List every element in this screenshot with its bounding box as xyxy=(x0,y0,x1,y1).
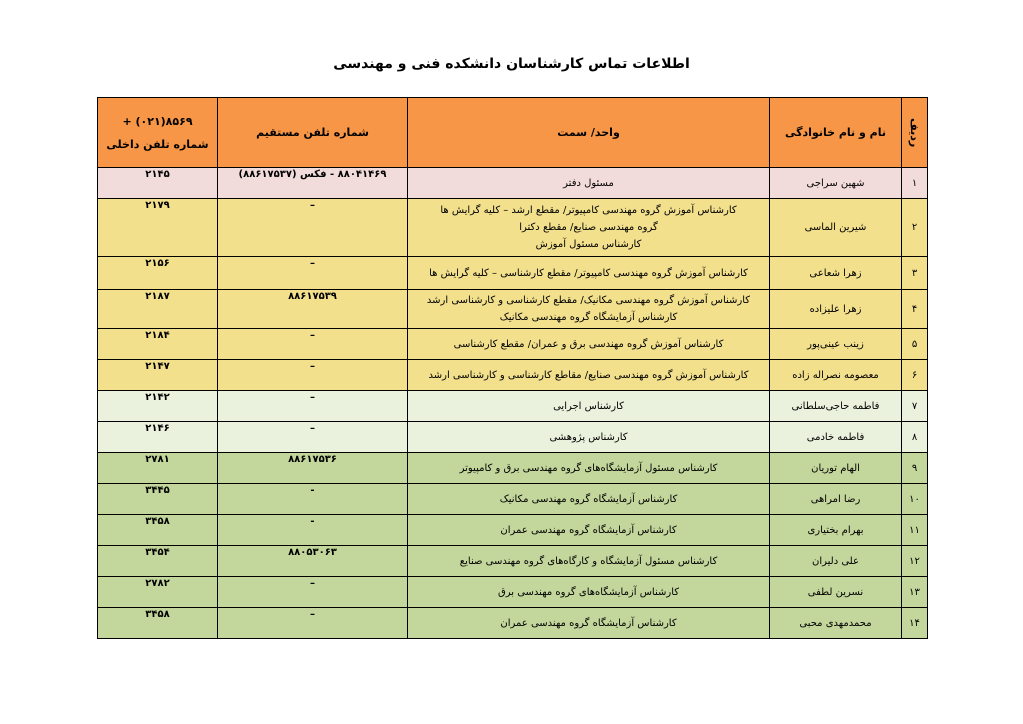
table-body xyxy=(98,168,928,639)
table-row xyxy=(98,199,928,257)
header-internal-phone xyxy=(98,98,218,168)
internal-phone: ۲۱۴۲ xyxy=(98,391,218,422)
table-row xyxy=(98,515,928,546)
unit-line: کارشناس آزمایشگاه گروه مهندسی مکانیک xyxy=(499,493,678,505)
person-name: معصومه نصراله زاده xyxy=(770,360,902,391)
direct-phone: – xyxy=(218,577,408,608)
row-number: ۱۲ xyxy=(902,546,928,577)
unit-line: کارشناس آزمایشگاه‌های گروه مهندسی برق xyxy=(497,586,680,598)
unit-position xyxy=(408,608,770,639)
person-name: زهرا شعاعی xyxy=(770,257,902,290)
internal-phone: ۳۴۵۴ xyxy=(98,546,218,577)
unit-position xyxy=(408,329,770,360)
person-name: زینب عینی‌پور xyxy=(770,329,902,360)
table-row xyxy=(98,546,928,577)
table-row xyxy=(98,168,928,199)
direct-phone: – xyxy=(218,199,408,257)
unit-position xyxy=(408,199,770,257)
direct-phone: - xyxy=(218,484,408,515)
direct-phone: – xyxy=(218,422,408,453)
person-name: فاطمه خادمی xyxy=(770,422,902,453)
direct-phone: - xyxy=(218,515,408,546)
unit-line: کارشناس آموزش گروه مهندسی برق و عمران/ مقطع کارشناسی xyxy=(453,338,724,350)
table-row xyxy=(98,422,928,453)
person-name: فاطمه حاجی‌سلطانی xyxy=(770,391,902,422)
unit-position xyxy=(408,453,770,484)
row-number: ۲ xyxy=(902,199,928,257)
person-name: محمدمهدی محبی xyxy=(770,608,902,639)
unit-line: کارشناس آزمایشگاه گروه مهندسی عمران xyxy=(500,617,677,629)
unit-position xyxy=(408,391,770,422)
unit-line: گروه مهندسی صنایع/ مقطع دکترا xyxy=(519,222,658,233)
person-name: علی دلیران xyxy=(770,546,902,577)
unit-line: کارشناس مسئول آموزش xyxy=(535,239,642,250)
header-name: نام و نام خانوادگی xyxy=(770,98,902,168)
direct-phone: – xyxy=(218,608,408,639)
header-direct-phone: شماره تلفن مستقیم xyxy=(218,98,408,168)
table-row xyxy=(98,391,928,422)
table-row xyxy=(98,577,928,608)
unit-position xyxy=(408,484,770,515)
unit-line: کارشناس آزمایشگاه گروه مهندسی عمران xyxy=(500,524,677,536)
row-number: ۷ xyxy=(902,391,928,422)
unit-line: کارشناس آموزش گروه مهندسی مکانیک/ مقطع کارشناسی و کارشناسی ارشد xyxy=(426,295,751,306)
direct-phone: ۸۸۰۴۱۴۶۹ - فکس (۸۸۶۱۷۵۳۷) xyxy=(218,168,408,199)
person-name: زهرا علیزاده xyxy=(770,290,902,329)
unit-line: مسئول دفتر xyxy=(563,177,614,189)
table-row xyxy=(98,608,928,639)
internal-phone: ۲۱۴۵ xyxy=(98,168,218,199)
direct-phone: – xyxy=(218,391,408,422)
internal-phone: ۳۴۴۵ xyxy=(98,484,218,515)
internal-phone: ۳۴۵۸ xyxy=(98,515,218,546)
header-row-number: ردیف xyxy=(902,98,928,168)
table-row xyxy=(98,329,928,360)
direct-phone: – xyxy=(218,360,408,391)
person-name: رضا امراهی xyxy=(770,484,902,515)
unit-line: کارشناس مسئول آزمایشگاه‌های گروه مهندسی برق و کامپیوتر xyxy=(459,462,718,474)
person-name: شهین سراجی xyxy=(770,168,902,199)
internal-phone: ۲۷۸۲ xyxy=(98,577,218,608)
page-title: اطلاعات تماس کارشناسان دانشکده فنی و مهندسی xyxy=(333,56,690,72)
internal-phone: ۲۱۴۷ xyxy=(98,360,218,391)
unit-line: کارشناس آزمایشگاه گروه مهندسی مکانیک xyxy=(499,312,678,323)
row-number: ۳ xyxy=(902,257,928,290)
unit-position xyxy=(408,360,770,391)
internal-phone: ۲۱۵۶ xyxy=(98,257,218,290)
row-number: ۱۰ xyxy=(902,484,928,515)
person-name: الهام توریان xyxy=(770,453,902,484)
table-row xyxy=(98,290,928,329)
row-number: ۹ xyxy=(902,453,928,484)
row-number: ۵ xyxy=(902,329,928,360)
internal-phone: ۲۱۴۶ xyxy=(98,422,218,453)
person-name: نسرین لطفی xyxy=(770,577,902,608)
row-number: ۴ xyxy=(902,290,928,329)
unit-line: کارشناس مسئول آزمایشگاه و کارگاه‌های گروه مهندسی صنایع xyxy=(459,555,718,567)
direct-phone: – xyxy=(218,329,408,360)
unit-position xyxy=(408,515,770,546)
row-number: ۱۳ xyxy=(902,577,928,608)
unit-line: کارشناس آموزش گروه مهندسی صنایع/ مقاطع کارشناسی و کارشناسی ارشد xyxy=(428,369,749,381)
table-row xyxy=(98,484,928,515)
contacts-table xyxy=(97,97,928,639)
person-name: شیرین الماسی xyxy=(770,199,902,257)
internal-phone: ۲۱۷۹ xyxy=(98,199,218,257)
internal-label: شماره تلفن داخلی xyxy=(106,137,209,151)
unit-line: کارشناس پژوهشی xyxy=(549,431,628,443)
internal-phone: ۳۴۵۸ xyxy=(98,608,218,639)
internal-phone: ۲۷۸۱ xyxy=(98,453,218,484)
unit-position xyxy=(408,546,770,577)
unit-line: کارشناس اجرایی xyxy=(553,400,624,412)
row-number: ۱۴ xyxy=(902,608,928,639)
unit-position xyxy=(408,257,770,290)
unit-position xyxy=(408,577,770,608)
internal-phone: ۲۱۸۷ xyxy=(98,290,218,329)
direct-phone: – xyxy=(218,257,408,290)
row-number: ۱۱ xyxy=(902,515,928,546)
row-number: ۸ xyxy=(902,422,928,453)
table-row xyxy=(98,257,928,290)
header-row xyxy=(98,98,928,168)
direct-phone: ۸۸۶۱۷۵۳۹ xyxy=(218,290,408,329)
row-number: ۱ xyxy=(902,168,928,199)
unit-position xyxy=(408,422,770,453)
unit-position xyxy=(408,168,770,199)
unit-line: کارشناس آموزش گروه مهندسی کامپیوتر/ مقطع ارشد – کلیه گرایش ها xyxy=(440,205,737,216)
header-unit: واحد/ سمت xyxy=(408,98,770,168)
internal-phone: ۲۱۸۴ xyxy=(98,329,218,360)
direct-phone: ۸۸۶۱۷۵۳۶ xyxy=(218,453,408,484)
row-number: ۶ xyxy=(902,360,928,391)
person-name: بهرام بختیاری xyxy=(770,515,902,546)
internal-prefix: + (۰۲۱)۸۵۶۹ xyxy=(122,114,193,128)
table-row xyxy=(98,453,928,484)
table-row xyxy=(98,360,928,391)
unit-position xyxy=(408,290,770,329)
direct-phone: ۸۸۰۵۳۰۶۳ xyxy=(218,546,408,577)
unit-line: کارشناس آموزش گروه مهندسی کامپیوتر/ مقطع کارشناسی – کلیه گرایش ها xyxy=(429,267,748,279)
